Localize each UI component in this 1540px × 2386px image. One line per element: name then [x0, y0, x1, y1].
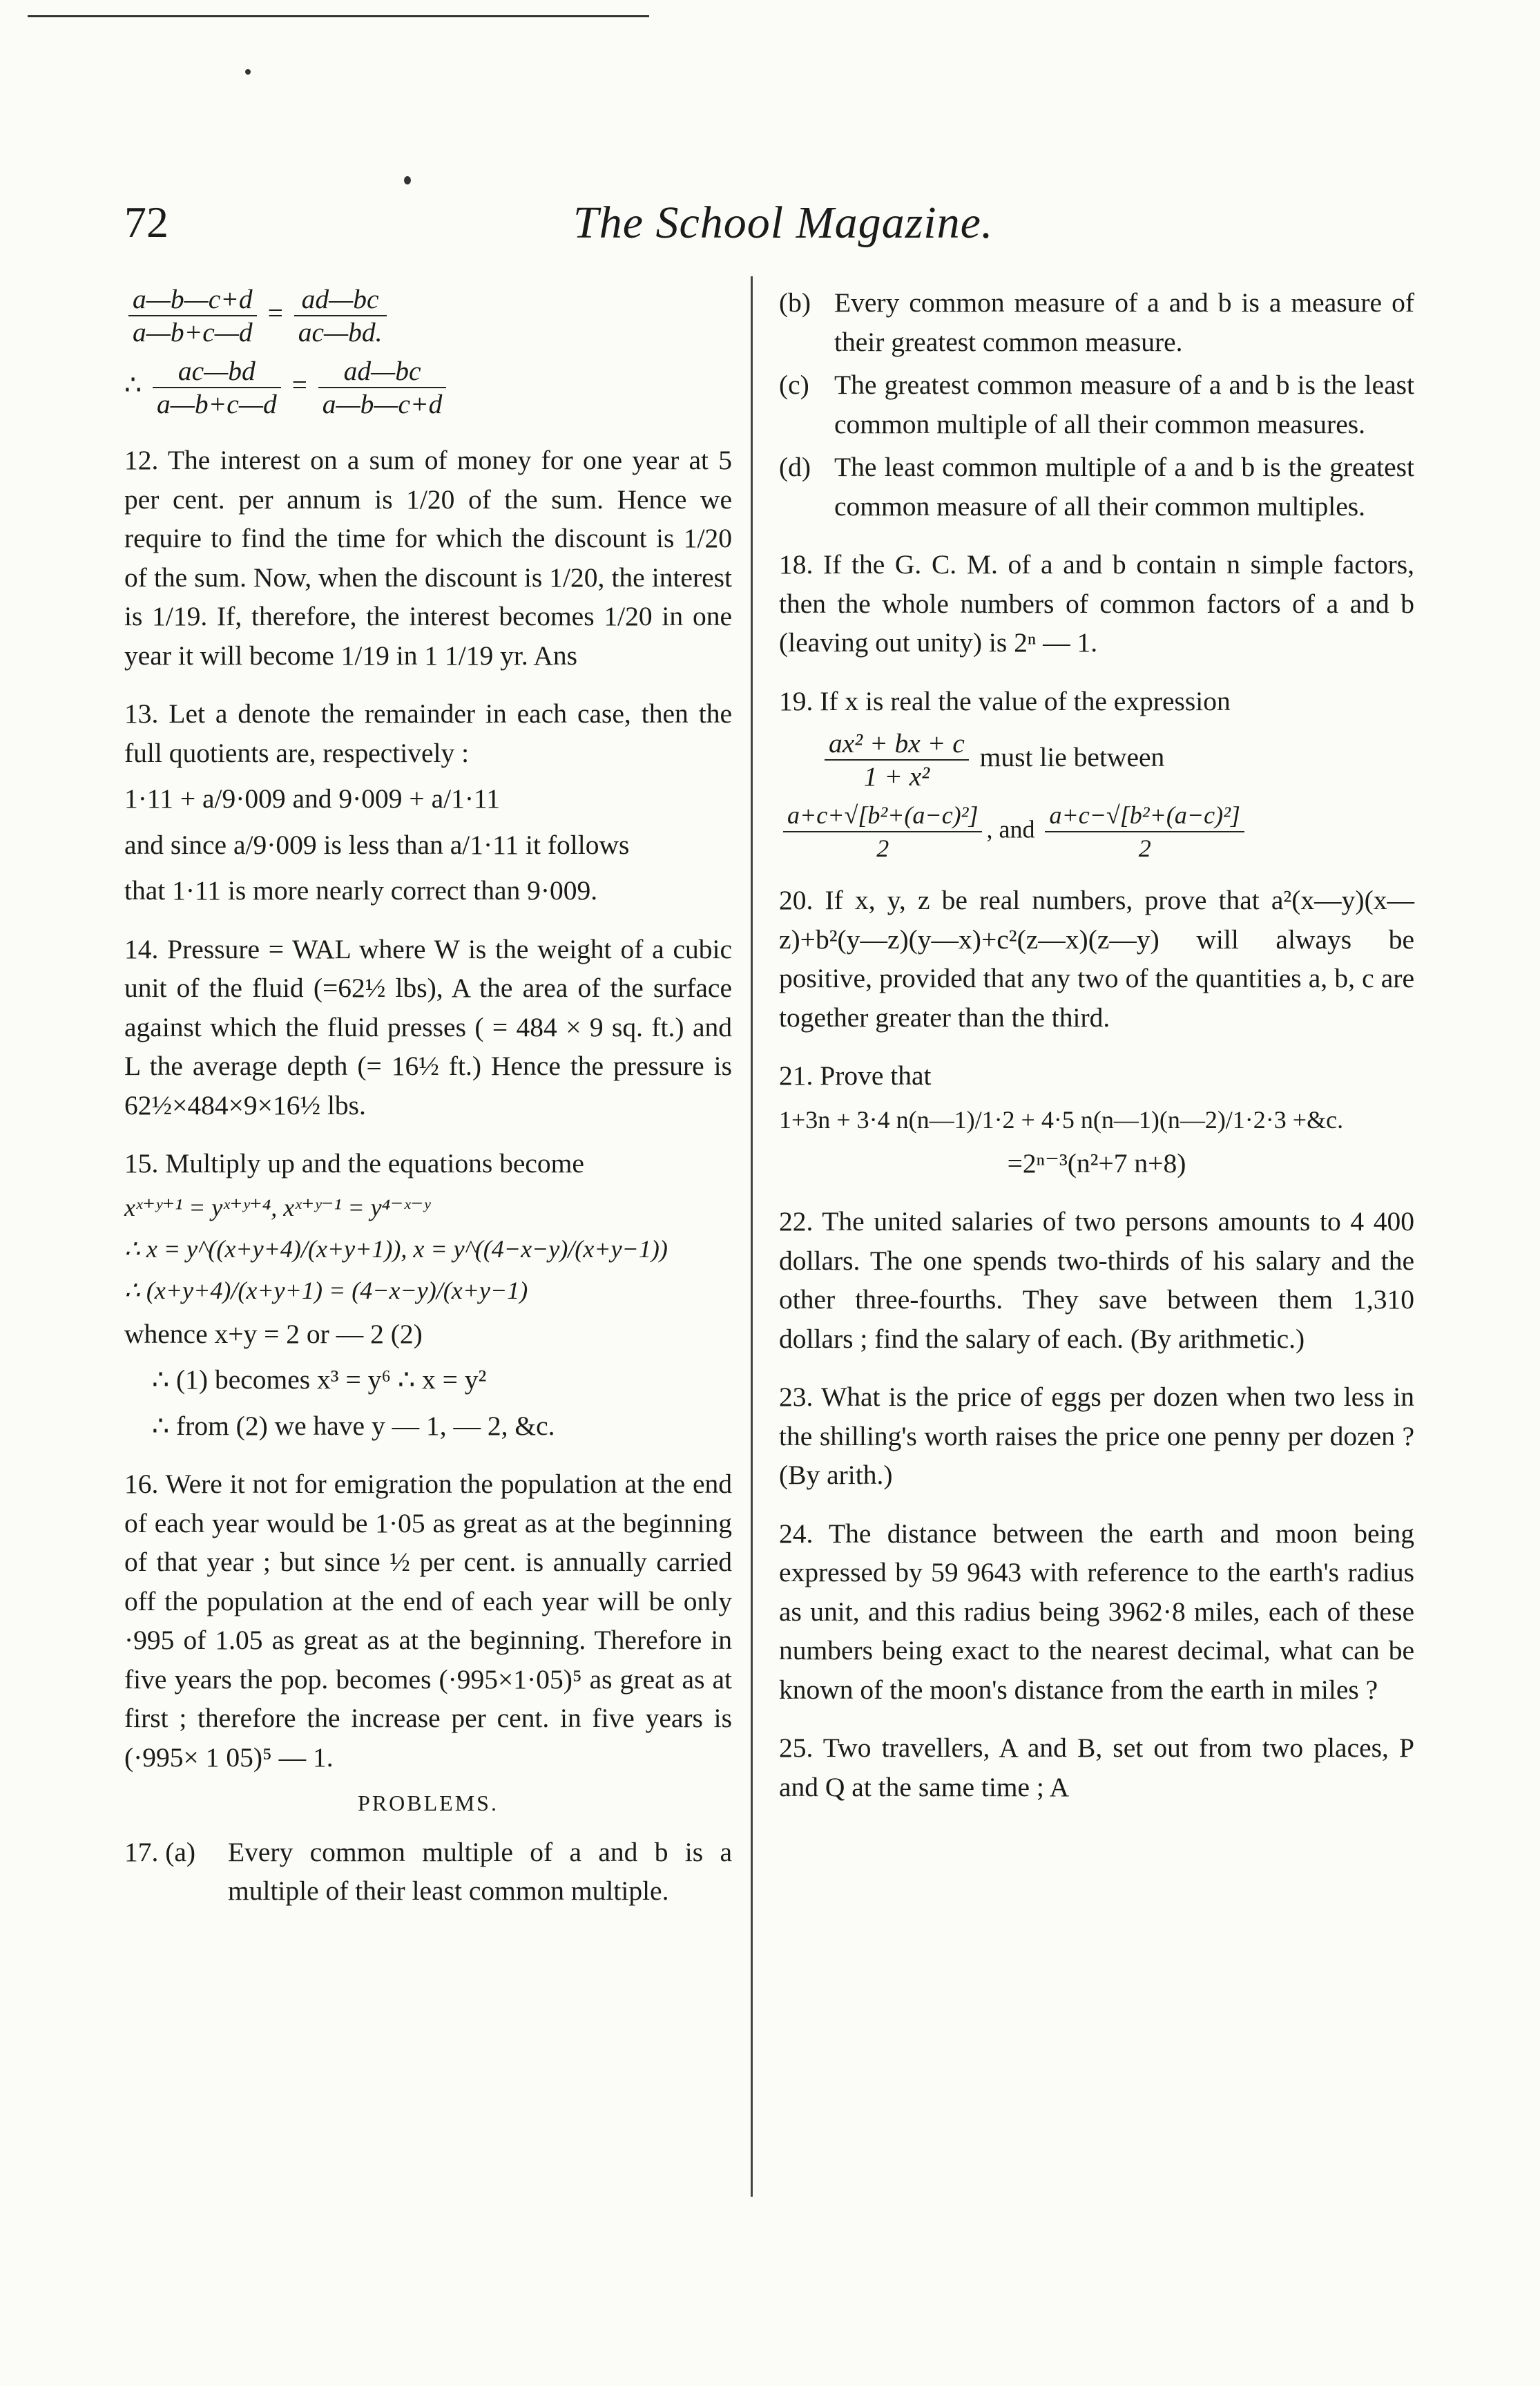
- right-column: [779, 283, 1414, 1826]
- fraction: [318, 355, 447, 420]
- problem-text: The greatest common measure of a and b is the least common multiple of all their common measures.: [834, 370, 1414, 439]
- numerator: a+c−√[b²+(a−c)²]: [1045, 799, 1244, 832]
- fraction: [128, 283, 257, 348]
- problem-label: (b): [779, 287, 811, 318]
- fraction: [783, 799, 982, 864]
- answer-14: 14. Pressure = WAL where W is the weight of a cubic unit of the fluid (=62½ lbs), A the area of the surface against which the fluid presses ( = 484 × 9 sq. ft.) and L the average depth (= 16½ ft.) Hence the pressure is 62½×484×9×16½ lbs.: [124, 933, 732, 1120]
- problem-21-series: 1+3n + 3·4 n(n—1)/1·2 + 4·5 n(n—1)(n—2)/1·2·3 +&c.: [779, 1105, 1344, 1134]
- denominator: a—b+c—d: [157, 389, 277, 419]
- denominator: 1 + x²: [863, 761, 930, 792]
- problem-20: 20. If x, y, z be real numbers, prove that a²(x—y)(x—z)+b²(y—z)(y—x)+c²(z—x)(z—y) will always be positive, provided that any two of the quantities a, b, c are together greater than the third.: [779, 885, 1414, 1033]
- left-column: [124, 283, 732, 1915]
- problem-18: 18. If the G. C. M. of a and b contain n simple factors, then the whole numbers of common factors of a and b (leaving out unity) is 2ⁿ — 1.: [779, 549, 1414, 658]
- answer-15-line: ∴ x = y^((x+y+4)/(x+y+1)), x = y^((4−x−y)/(x+y−1)): [124, 1234, 668, 1263]
- numerator: a+c+√[b²+(a−c)²]: [783, 799, 982, 832]
- problem-19-intro: 19. If x is real the value of the expression: [779, 685, 1231, 716]
- therefore-sign: ∴: [124, 370, 142, 401]
- problem-23: 23. What is the price of eggs per dozen when two less in the shilling's worth raises the price one penny per dozen ? (By arith.): [779, 1382, 1414, 1490]
- answer-12: 12. The interest on a sum of money for one year at 5 per cent. per annum is 1/20 of the sum. Hence we require to find the time for which the discount is 1/20 of the sum. Now, when the discount is 1/20, the interest is 1/19. If, therefore, the interest becomes 1/20 in one year it will become 1/19 in 1 1/19 yr. Ans: [124, 445, 732, 671]
- speck: [404, 176, 411, 184]
- problem-19-text: must lie between: [979, 742, 1165, 773]
- answer-13-intro: 13. Let a denote the remainder in each case, then the full quotients are, respectively :: [124, 698, 732, 768]
- top-rule: [28, 15, 649, 17]
- problem-22: 22. The united salaries of two persons amounts to 4 400 dollars. The one spends two-thirds of his salary and the other three-fourths. They save between them 1,310 dollars ; find the salary of each. (By arithmetic.): [779, 1206, 1414, 1354]
- denominator: a—b+c—d: [133, 317, 253, 347]
- column-divider: [751, 276, 753, 2197]
- answer-15-line: ∴ (x+y+4)/(x+y+1) = (4−x−y)/(x+y−1): [124, 1276, 528, 1304]
- problem-21-intro: 21. Prove that: [779, 1060, 932, 1091]
- numerator: ac—bd: [153, 355, 281, 388]
- equation-line: $\frac{a—b—c+d}{a—b+c—d}$ = $\frac{ad—bc}{ac—bd.}$: [124, 283, 732, 348]
- denominator: 2: [876, 834, 889, 862]
- answer-13-comparison: and since a/9·009 is less than a/1·11 it follows: [124, 829, 630, 860]
- problem-label: 17. (a): [124, 1836, 196, 1867]
- denominator: 2: [1138, 834, 1151, 862]
- magazine-title: The School Magazine.: [573, 198, 994, 248]
- answer-15-line: ∴ (1) becomes x³ = y⁶ ∴ x = y²: [152, 1364, 487, 1395]
- problem-17d: [779, 448, 1414, 526]
- answer-15-line: xˣ⁺ʸ⁺¹ = yˣ⁺ʸ⁺⁴, xˣ⁺ʸ⁻¹ = y⁴⁻ˣ⁻ʸ: [124, 1193, 430, 1221]
- answer-16: 16. Were it not for emigration the population at the end of each year would be 1·05 as great as at the beginning of that year ; but since ½ per cent. is annually carried off the population at the end of each year will be only ·995 of 1.05 as great as at the beginning. Therefore in five years the pop. becomes (·995×1·05)⁵ as great as at first ; therefore the increase per cent. in five years is (·995× 1 05)⁵ — 1.: [124, 1469, 732, 1773]
- answer-15-line: ∴ from (2) we have y — 1, — 2, &c.: [152, 1410, 555, 1441]
- problem-17a: [124, 1833, 732, 1911]
- problem-25: 25. Two travellers, A and B, set out from two places, P and Q at the same time ; A: [779, 1733, 1414, 1802]
- speck: [245, 69, 251, 75]
- fraction: [1045, 799, 1244, 864]
- problem-17c: [779, 365, 1414, 443]
- answer-13-equation: 1·11 + a/9·009 and 9·009 + a/1·11: [124, 783, 501, 814]
- problem-24: 24. The distance between the earth and moon being expressed by 59 9643 with reference to the earth's radius as unit, and this radius being 3962·8 miles, each of these numbers being exact to the nearest decimal, what can be known of the moon's distance from the earth in miles ?: [779, 1518, 1414, 1705]
- problem-text: Every common measure of a and b is a measure of their greatest common measure.: [834, 287, 1414, 357]
- page-number: 72: [124, 198, 169, 247]
- answer-13-conclusion: that 1·11 is more nearly correct than 9·009.: [124, 875, 598, 906]
- equation-line: ∴ $\frac{ac—bd}{a—b+c—d}$ = $\frac{ad—bc}{a—b—c+d}$: [124, 355, 732, 420]
- problem-17b: [779, 283, 1414, 361]
- problem-21-result: =2ⁿ⁻³(n²+7 n+8): [1007, 1147, 1186, 1178]
- problem-text: The least common multiple of a and b is the greatest common measure of all their common multiples.: [834, 452, 1414, 522]
- denominator: a—b—c+d: [322, 389, 443, 419]
- running-head: [124, 197, 1450, 266]
- fraction: [825, 727, 969, 792]
- problem-label: (c): [779, 370, 809, 400]
- problems-heading: PROBLEMS.: [358, 1791, 499, 1815]
- numerator: ad—bc: [318, 355, 447, 388]
- problem-19-expression: [779, 727, 1414, 792]
- answer-15-intro: 15. Multiply up and the equations become: [124, 1148, 584, 1178]
- denominator: ac—bd.: [298, 317, 383, 347]
- numerator: a—b—c+d: [128, 283, 257, 316]
- fraction: [294, 283, 387, 348]
- problem-19-and: , and: [986, 815, 1035, 843]
- numerator: ax² + bx + c: [825, 727, 969, 761]
- numerator: ad—bc: [294, 283, 387, 316]
- problem-text: Every common multiple of a and b is a multiple of their least common multiple.: [228, 1836, 732, 1906]
- problem-19-bounds: [779, 799, 1414, 864]
- problem-label: (d): [779, 452, 811, 482]
- fraction: [153, 355, 281, 420]
- answer-15-line: whence x+y = 2 or — 2 (2): [124, 1318, 423, 1349]
